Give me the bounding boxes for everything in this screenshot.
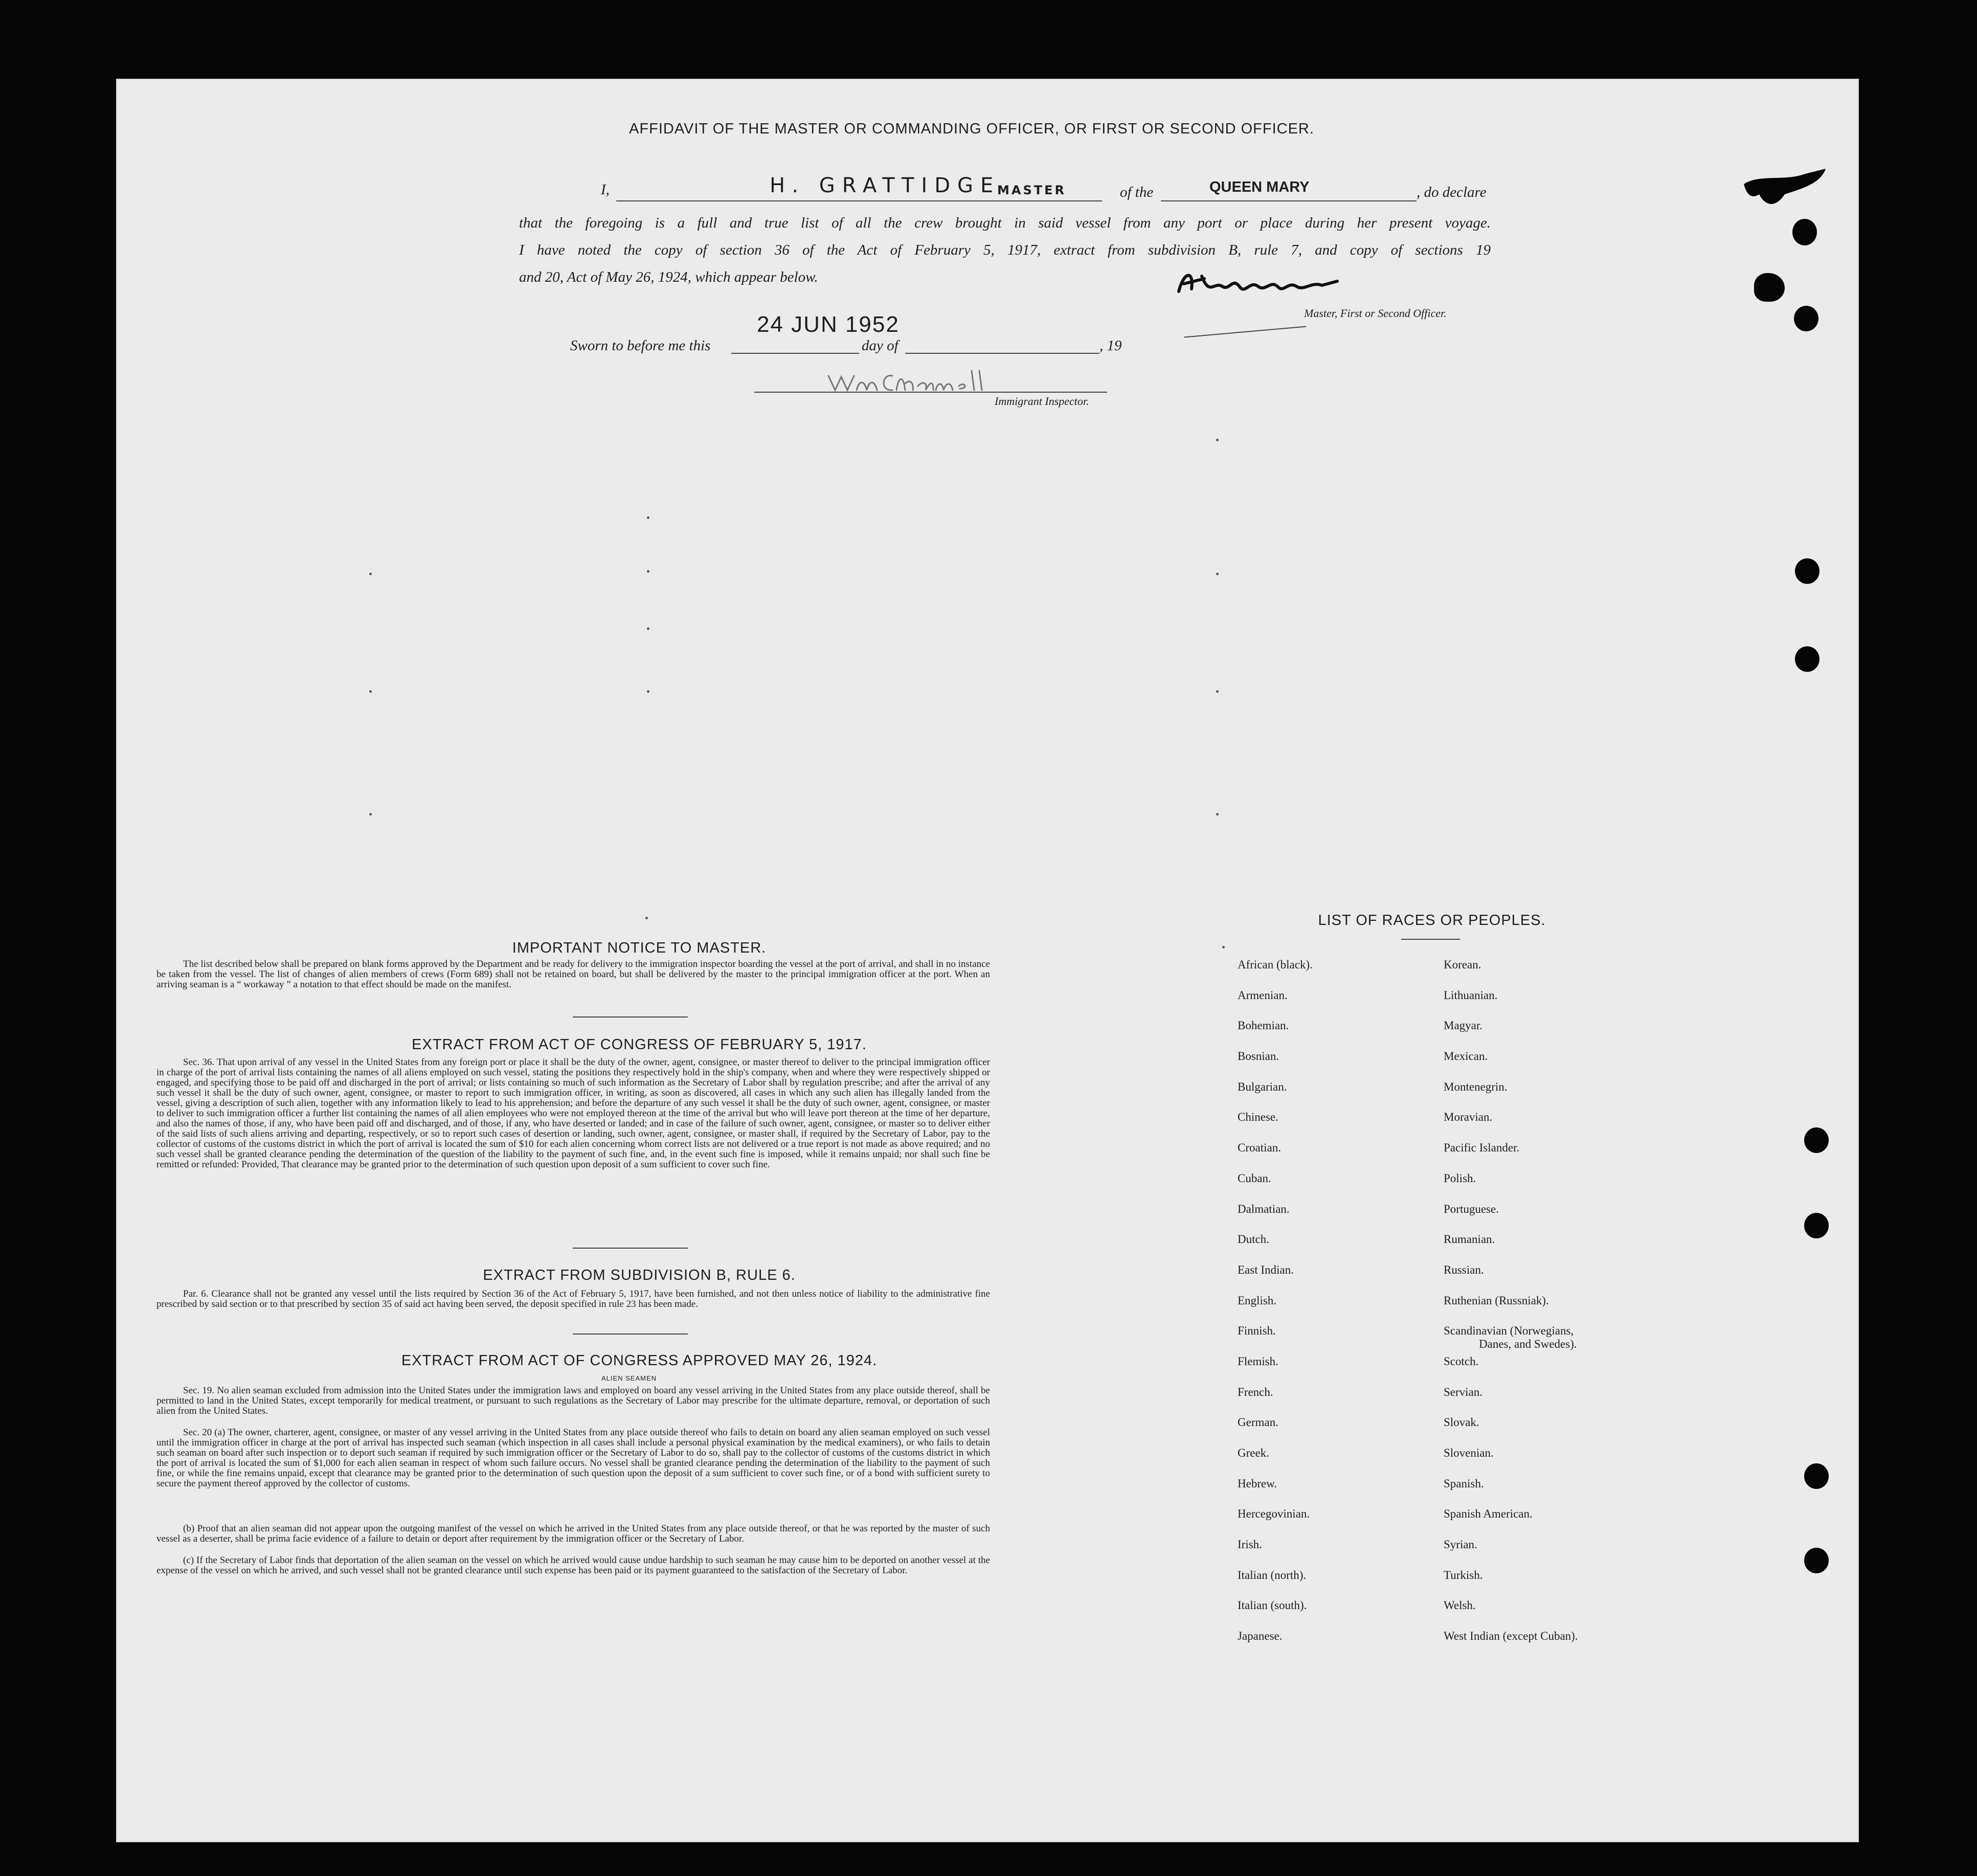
day-of-label: day of [862, 337, 898, 354]
mark [369, 690, 372, 693]
mark [647, 516, 649, 519]
mark [1216, 813, 1219, 816]
punch-hole-icon [1804, 1463, 1829, 1489]
race-item: Servian. [1444, 1385, 1483, 1398]
extract-1924-sec20b: (b) Proof that an alien seaman did not appear upon the outgoing manifest of the vessel on which he arrived in the United States from any place outside thereof, or that he was reported by the master of such vessel as a deserter, shall be prima facie evidence of a failure to detain or deport after requirement by the immigration officer or the Secretary of Labor. [156, 1523, 990, 1544]
inspector-signature [826, 366, 1046, 394]
mark [1222, 946, 1225, 948]
do-declare-label: , do declare [1417, 184, 1487, 200]
mark [647, 627, 649, 630]
race-item: Spanish. [1444, 1477, 1484, 1490]
punch-hole-icon [1804, 1548, 1829, 1573]
punch-hole-icon [1804, 1213, 1829, 1238]
race-item: Moravian. [1444, 1111, 1493, 1124]
races-list-right [1444, 958, 1578, 1660]
notice-title: IMPORTANT NOTICE TO MASTER. [512, 940, 767, 956]
race-item: Russian. [1444, 1263, 1484, 1276]
sworn-day-line [731, 353, 859, 354]
extract-1917-title: EXTRACT FROM ACT OF CONGRESS OF FEBRUARY 5, 1917. [412, 1036, 867, 1053]
extract-1924-sec20c: (c) If the Secretary of Labor finds that deportation of the alien seaman on the vessel on which he arrived would cause undue hardship to such seaman he may cause him to be deported on another vessel at the expense of the vessel on which he arrived, and such vessel shall not be granted clearance until such expense has been paid or its payment guaranteed to the satisfaction of the Secretary of Labor. [156, 1555, 990, 1576]
race-item: Bulgarian. [1238, 1080, 1287, 1093]
race-item: English. [1238, 1294, 1277, 1307]
race-item: Slovak. [1444, 1416, 1479, 1429]
notice-body: The list described below shall be prepared on blank forms approved by the Department and be ready for delivery to the immigration inspector boarding the vessel at the port of arrival, and shall in no instance be taken from the vessel. The list of changes of alien members of crews (Form 689) shall not be retained on board, but shall be delivered by the master to the principal immigration officer at the port. When an arriving seaman is a “ workaway ” a notation to that effect should be made on the manifest. [156, 959, 990, 990]
race-item: Portuguese. [1444, 1202, 1499, 1215]
punch-hole-icon [1792, 219, 1817, 245]
race-item: Turkish. [1444, 1568, 1483, 1581]
inspector-caption: Immigrant Inspector. [995, 395, 1089, 408]
race-item: Welsh. [1444, 1599, 1476, 1612]
race-item: Syrian. [1444, 1538, 1477, 1551]
year-label: , 19 [1099, 337, 1122, 354]
mark [1216, 573, 1219, 575]
ink-blot-icon [1739, 164, 1831, 225]
race-item: Croatian. [1238, 1141, 1281, 1155]
race-item: Scandinavian (Norwegians, [1444, 1324, 1574, 1338]
master-rank-handwritten: MASTER [997, 183, 1066, 197]
race-item: Hebrew. [1238, 1477, 1277, 1490]
mark [369, 813, 372, 816]
race-item: Bosnian. [1238, 1050, 1279, 1063]
race-item: Bohemian. [1238, 1019, 1289, 1032]
race-item: West Indian (except Cuban). [1444, 1630, 1578, 1643]
mark [369, 573, 372, 575]
mark [1216, 439, 1219, 441]
race-item: Rumanian. [1444, 1233, 1495, 1246]
master-signature-caption: Master, First or Second Officer. [1304, 307, 1447, 320]
race-item: French. [1238, 1385, 1273, 1398]
punch-hole-icon [1804, 1127, 1829, 1153]
extract-1924-sec20a: Sec. 20 (a) The owner, charterer, agent, consignee, or master of any vessel arriving in the United States from any place outside thereof who fails to detain on board any alien seaman employed on such vessel until the immigration officer in charge at the port of arrival has inspected such seaman (which inspection in all cases shall include a personal physical examination by the medical examiners), or who fails to detain such seaman on board after such inspection or to deport such seaman if required by such immigration officer or the Secretary of Labor to do so, shall pay to the collector of customs of the customs district in which the port of arrival is located the sum of $1,000 for each alien seaman in respect of whom such failure occurs. No vessel shall be granted clearance pending the determination of the liability to the payment of such fine, or while the fine remains unpaid, except that clearance may be granted prior to the determination of such question upon the deposit of a sum sufficient to cover such fine, or of a bond with sufficient surety to secure the payment thereof approved by the collector of customs. [156, 1427, 990, 1489]
punch-hole-icon [1795, 646, 1819, 672]
race-item-continuation: Danes, and Swedes). [1479, 1338, 1577, 1350]
extract-1924-sec19: Sec. 19. No alien seaman excluded from admission into the United States under the immigration laws and employed on board any vessel arriving in the United States from any place outside thereof, shall be permitted to land in the United States, except temporarily for medical treatment, or pursuant to such regulations as the Secretary of Labor may prescribe for the ultimate departure, removal, or deportation of such alien from the United States. [156, 1385, 990, 1416]
divider [573, 1248, 688, 1249]
punch-hole-icon [1794, 306, 1818, 331]
race-item: Italian (north). [1238, 1568, 1307, 1581]
master-signature [1174, 266, 1342, 302]
race-item: African (black). [1238, 958, 1313, 971]
declaration-line-1: that the foregoing is a full and true list of all the crew brought in said vessel from any port or place during her present voyage. [519, 215, 1491, 231]
mark [645, 917, 648, 919]
extract-1924-title: EXTRACT FROM ACT OF CONGRESS APPROVED MAY 26, 1924. [401, 1352, 878, 1369]
divider [573, 1016, 688, 1018]
sworn-label: Sworn to before me this [570, 337, 711, 354]
race-item: Armenian. [1238, 988, 1288, 1002]
race-item: Dutch. [1238, 1233, 1269, 1246]
race-item: Pacific Islander. [1444, 1141, 1520, 1155]
race-item: German. [1238, 1416, 1278, 1429]
divider [1401, 939, 1460, 940]
master-name-handwritten: H. GRATTIDGE [770, 174, 1001, 197]
race-item: Chinese. [1238, 1111, 1278, 1124]
races-list-left [1238, 958, 1313, 1660]
race-item: Scotch. [1444, 1354, 1479, 1368]
race-item: Irish. [1238, 1538, 1262, 1551]
races-title: LIST OF RACES OR PEOPLES. [1318, 912, 1546, 929]
race-item: Hercegovinian. [1238, 1507, 1310, 1521]
race-item: Dalmatian. [1238, 1202, 1290, 1215]
race-item: Italian (south). [1238, 1599, 1307, 1612]
race-item: Spanish American. [1444, 1507, 1533, 1521]
mark [1216, 690, 1219, 693]
mark [647, 690, 649, 693]
of-the-label: of the [1120, 184, 1154, 200]
race-item: Flemish. [1238, 1354, 1278, 1368]
vessel-name: QUEEN MARY [1209, 179, 1310, 195]
race-item: Montenegrin. [1444, 1080, 1508, 1093]
extract-1917-body: Sec. 36. That upon arrival of any vessel in the United States from any foreign port or place it shall be the duty of the owner, agent, consignee, or master thereof to deliver to the principal immigration officer in charge of the port of arrival lists containing the names of all aliens employed on such vessel, stating the positions they respectively hold in the ship's company, when and where they were respectively shipped or engaged, and specifying those to be paid off and discharged in the port of arrival; or lists containing so much of such information as the Secretary of Labor shall by regulation prescribe; and after the arrival of any such vessel it shall be the duty of such owner, agent, consignee, or master to report to such immigration officer, in writing, as soon as discovered, all cases in which any such alien has illegally landed from the vessel, giving a description of such alien, together with any information likely to lead to his apprehension; and before the departure of any such vessel it shall be the duty of such owner, agent, consignee, or master to deliver to such immigration officer a further list containing the names of all alien employees who were not employed thereon at the time of the arrival but who will leave port thereon at the time of her departure, and also the names of those, if any, who have been paid off and discharged, and of those, if any, who have deserted or landed; and in case of the failure of such owner, agent, consignee, or master so to deliver either of the said lists of such aliens arriving and departing, respectively, or so to report such cases of desertion or landing, such owner, agent, consignee, or master shall, if required by the Secretary of Labor, pay to the collector of customs of the customs district in which the port of arrival is located the sum of $10 for each alien concerning whom correct lists are not delivered or a true report is not made as above required; and no such vessel shall be granted clearance pending the determination of the question of the liability to the payment of such fine, and, in the event such fine is imposed, while it remains unpaid; nor shall such fine be remitted or refunded: Provided, That clearance may be granted prior to the determination of such question upon deposit of a sum sufficient to cover such fine. [156, 1057, 990, 1170]
divider [573, 1333, 688, 1335]
inspector-signature-line [754, 392, 1107, 393]
mark [647, 570, 649, 573]
race-item: Japanese. [1238, 1630, 1283, 1643]
race-item: Slovenian. [1444, 1446, 1494, 1459]
race-item: Lithuanian. [1444, 988, 1498, 1002]
race-item: Mexican. [1444, 1050, 1488, 1063]
date-stamp: 24 JUN 1952 [757, 312, 900, 337]
race-item: Ruthenian (Russniak). [1444, 1294, 1549, 1307]
punch-hole-icon [1795, 558, 1819, 584]
race-item: Finnish. [1238, 1324, 1276, 1338]
race-item: East Indian. [1238, 1263, 1294, 1276]
extract-1924-subtitle: ALIEN SEAMEN [601, 1374, 657, 1382]
affidavit-i-label: I, [601, 182, 610, 198]
sworn-month-line [905, 353, 1099, 354]
master-name-line [616, 200, 1102, 201]
race-item: Korean. [1444, 958, 1481, 971]
ink-blot-icon [1754, 273, 1785, 302]
race-item: Cuban. [1238, 1171, 1271, 1185]
race-item: Polish. [1444, 1171, 1476, 1185]
declaration-line-3: and 20, Act of May 26, 1924, which appear below. [519, 269, 818, 285]
race-item: Greek. [1238, 1446, 1269, 1459]
race-item: Magyar. [1444, 1019, 1483, 1032]
extract-rule6-body: Par. 6. Clearance shall not be granted any vessel until the lists required by Section 36 of the Act of February 5, 1917, have been furnished, and not then unless notice of liability to the administrative fine prescribed by said section or to that prescribed by section 35 of said act having been served, the deposit specified in rule 23 has been made. [156, 1289, 990, 1309]
extract-rule6-title: EXTRACT FROM SUBDIVISION B, RULE 6. [483, 1267, 796, 1283]
vessel-name-line [1161, 200, 1417, 201]
affidavit-title: AFFIDAVIT OF THE MASTER OR COMMANDING OFFICER, OR FIRST OR SECOND OFFICER. [629, 121, 1314, 137]
declaration-line-2: I have noted the copy of section 36 of the Act of February 5, 1917, extract from subdivision B, rule 7, and copy of sections 19 [519, 242, 1491, 258]
